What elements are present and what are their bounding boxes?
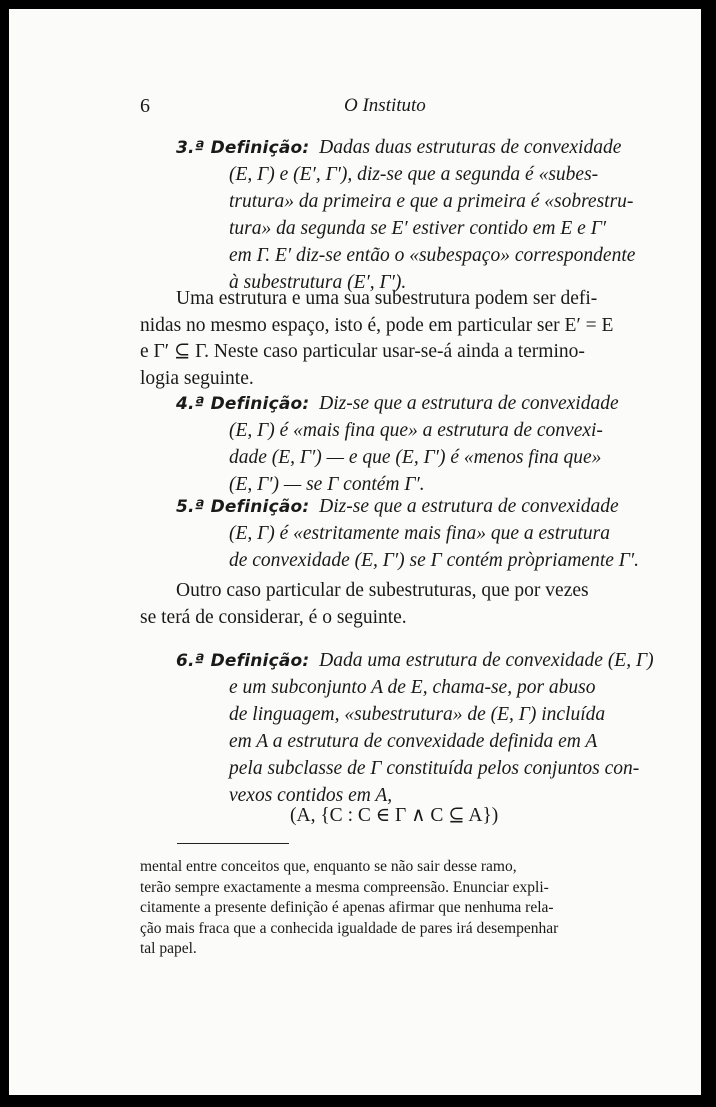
definition-5 [176, 493, 619, 520]
definition-3-line: em Γ. E′ diz-se então o «subespaço» correspondente [229, 245, 636, 266]
definition-4-line: (E, Γ) é «mais fina que» a estrutura de convexi- [229, 420, 603, 441]
definition-5-line: de convexidade (E, Γ′) se Γ contém pròpriamente Γ′. [229, 550, 640, 571]
paragraph-1 [140, 286, 613, 392]
definition-5-line: Diz-se que a estrutura de convexidade [319, 496, 619, 517]
definition-6-body [229, 674, 639, 809]
definition-5-label: 5.ª Definição: [176, 497, 310, 517]
formula: (A, {C : C ∈ Γ ∧ C ⊆ A}) [290, 805, 499, 826]
paragraph-line: nidas no mesmo espaço, isto é, pode em particular ser E′ = E [140, 314, 614, 336]
footnote-line: terão sempre exactamente a mesma compreensão. Enunciar expli- [140, 878, 549, 896]
definition-4-line: (E, Γ′) — se Γ contém Γ′. [229, 474, 425, 495]
definition-6-line: pela subclasse de Γ constituída pelos conjuntos con- [229, 758, 640, 779]
definition-6-line: de linguagem, «subestrutura» de (E, Γ) incluída [229, 704, 606, 725]
definition-4-label: 4.ª Definição: [176, 394, 310, 414]
footnote-line: mental entre conceitos que, enquanto se não sair desse ramo, [140, 858, 517, 875]
definition-3-line: tura» da segunda se E′ estiver contido em E e Γ′ [229, 218, 607, 239]
definition-5-line: (E, Γ) é «estritamente mais fina» que a estrutura [229, 523, 611, 544]
definition-3-label: 3.ª Definição: [176, 138, 310, 158]
definition-6-line: vexos contidos em A, [229, 785, 393, 806]
page-number: 6 [140, 95, 150, 117]
paragraph-line: logia seguinte. [140, 367, 254, 389]
footnote-line: ção mais fraca que a conhecida igualdade de pares irá desempenhar [140, 919, 559, 937]
paragraph-line: e Γ′ ⊆ Γ. Neste caso particular usar-se-á ainda a termino- [140, 341, 585, 362]
definition-3 [176, 134, 621, 161]
definition-3-line: Dadas duas estruturas de convexidade [319, 137, 622, 158]
definition-6-line: Dada uma estrutura de convexidade (E, Γ) [319, 650, 654, 671]
footnote [140, 857, 558, 960]
definition-4-body [229, 417, 603, 498]
paragraph-2 [140, 578, 589, 631]
definition-6-line: em A a estrutura de convexidade definida em A [229, 731, 598, 752]
definition-4-line: Diz-se que a estrutura de convexidade [319, 393, 619, 414]
definition-6 [176, 647, 654, 674]
paragraph-line: Outro caso particular de subestruturas, que por vezes [176, 580, 589, 601]
definition-3-body [229, 161, 635, 296]
footnote-line: tal papel. [140, 940, 197, 957]
footnote-rule [177, 843, 289, 844]
definition-3-line: (E, Γ) e (E′, Γ′), diz-se que a segunda é «subes- [229, 164, 599, 185]
definition-6-label: 6.ª Definição: [176, 651, 310, 671]
paragraph-line: se terá de considerar, é o seguinte. [140, 606, 407, 628]
definition-4-line: dade (E, Γ′) — e que (E, Γ′) é «menos fina que» [229, 447, 602, 468]
footnote-line: citamente a presente definição é apenas afirmar que nenhuma rela- [140, 899, 554, 916]
page [9, 9, 701, 1095]
definition-4 [176, 390, 619, 417]
definition-3-line: trutura» da primeira e que a primeira é «sobrestru- [229, 191, 634, 212]
running-title: O Instituto [344, 95, 426, 116]
definition-6-line: e um subconjunto A de E, chama-se, por abuso [229, 677, 596, 698]
definition-5-body [229, 520, 639, 574]
paragraph-line: Uma estrutura e uma sua subestrutura podem ser defi- [176, 288, 598, 309]
definition-3-line: à subestrutura (E′, Γ′). [229, 272, 407, 293]
